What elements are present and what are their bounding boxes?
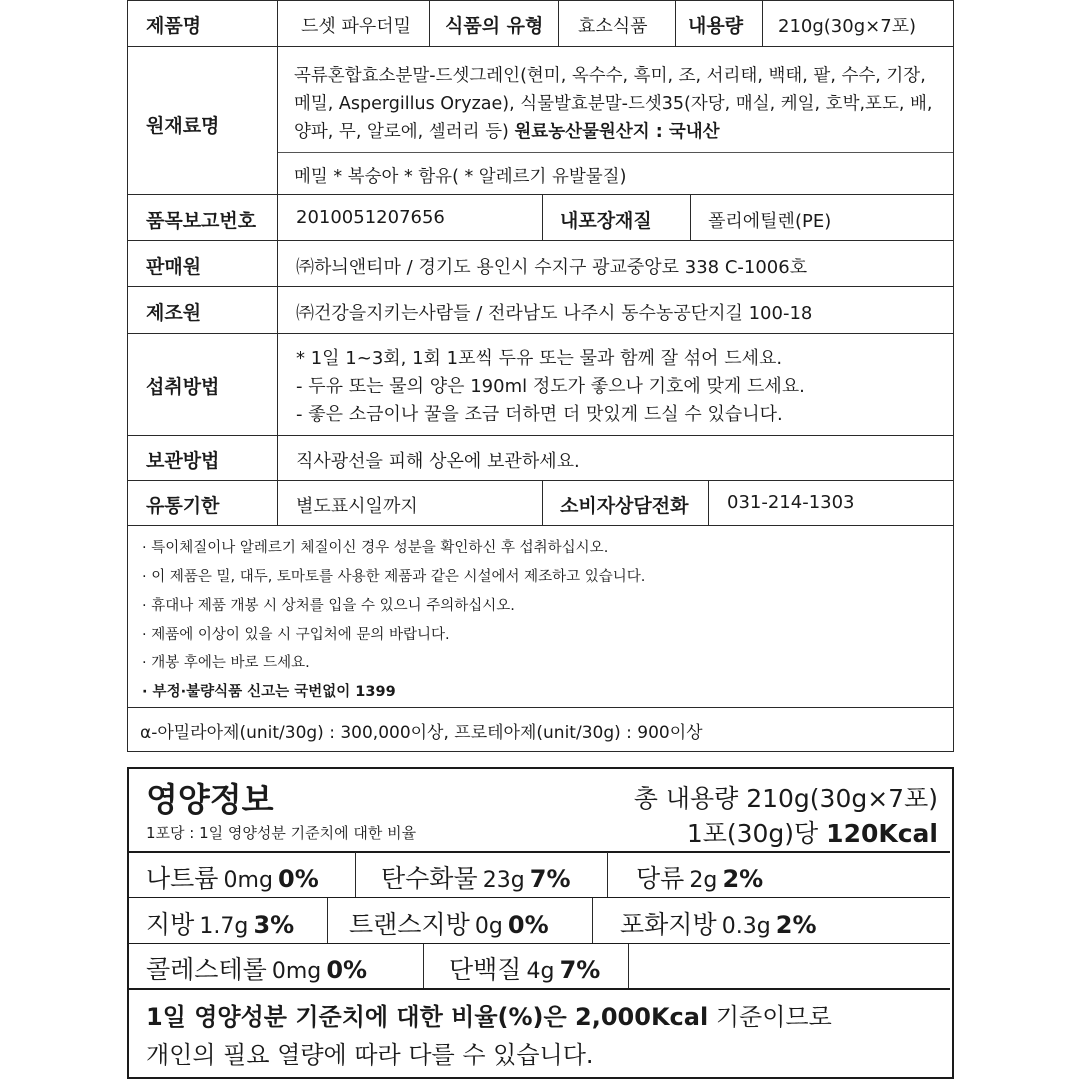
content-amount-value: 210g(30g×7포) xyxy=(778,16,917,37)
note-1: · 특이체질이나 알레르기 체질이신 경우 성분을 확인하신 후 섭취하십시오. xyxy=(142,540,609,556)
content-amount-label: 내용량 xyxy=(688,15,744,37)
product-name-value: 드셋 파우더밀 xyxy=(301,16,412,37)
food-type-label: 식품의 유형 xyxy=(445,15,544,37)
allergy-text: 메밀 * 복숭아 * 함유( * 알레르기 유발물질) xyxy=(294,167,627,187)
trans-fat-cell: 트랜스지방 0g 0% xyxy=(349,910,549,939)
sodium-cell: 나트륨 0mg 0% xyxy=(146,864,319,893)
manufacturer-label: 제조원 xyxy=(146,302,202,324)
nutrition-footer-line-1: 1일 영양성분 기준치에 대한 비율(%)은 2,000Kcal 기준이므로 xyxy=(146,1003,832,1031)
nutrition-title: 영양정보 xyxy=(146,780,274,819)
storage-label: 보관방법 xyxy=(146,450,220,472)
storage-value: 직사광선을 피해 상온에 보관하세요. xyxy=(296,451,580,472)
sugars-cell: 당류 2g 2% xyxy=(636,864,764,893)
expiry-label: 유통기한 xyxy=(146,495,220,517)
fat-cell: 지방 1.7g 3% xyxy=(146,910,295,939)
enzyme-text: α-아밀라아제(unit/30g) : 300,000이상, 프로테아제(unit/30g) : 900이상 xyxy=(140,723,703,743)
cholesterol-cell: 콜레스테롤 0mg 0% xyxy=(146,955,368,984)
sat-fat-cell: 포화지방 0.3g 2% xyxy=(620,910,817,939)
packaging-value: 폴리에틸렌(PE) xyxy=(708,211,832,232)
ingredients-line-1: 곡류혼합효소분말-드셋그레인(현미, 옥수수, 흑미, 조, 서리태, 백태, 팥, 수수, 기장, xyxy=(294,66,926,86)
seller-value: ㈜하늬앤티마 / 경기도 용인시 수지구 광교중앙로 338 C-1006호 xyxy=(296,257,808,278)
note-2: · 이 제품은 밀, 대두, 토마토를 사용한 제품과 같은 시설에서 제조하고 있습니다. xyxy=(142,569,646,585)
expiry-value: 별도표시일까지 xyxy=(296,496,418,517)
ingredients-line-2: 메밀, Aspergillus Oryzae), 식물발효분말-드셋35(자당, 매실, 케일, 호박,포도, 배, xyxy=(294,94,933,114)
nutrition-subtitle: 1포당 : 1일 영양성분 기준치에 대한 비율 xyxy=(146,824,417,842)
report-number-label: 품목보고번호 xyxy=(146,210,257,232)
consumer-phone-label: 소비자상담전화 xyxy=(560,495,689,517)
seller-label: 판매원 xyxy=(146,256,202,278)
intake-line-2: - 두유 또는 물의 양은 190ml 정도가 좋으나 기호에 맞게 드세요. xyxy=(296,376,805,397)
food-type-value: 효소식품 xyxy=(578,16,648,37)
carbs-cell: 탄수화물 23g 7% xyxy=(381,864,571,893)
report-number-value: 2010051207656 xyxy=(296,207,445,228)
note-4: · 제품에 이상이 있을 시 구입처에 문의 바랍니다. xyxy=(142,627,450,643)
protein-cell: 단백질 4g 7% xyxy=(449,955,601,984)
note-3: · 휴대나 제품 개봉 시 상처를 입을 수 있으니 주의하십시오. xyxy=(142,598,515,614)
note-6: · 부정·불량식품 신고는 국번없이 1399 xyxy=(142,684,396,700)
nutrition-total: 총 내용량 210g(30g×7포) xyxy=(633,784,938,813)
nutrition-per-serving: 1포(30g)당 120Kcal xyxy=(686,819,938,848)
ingredients-line-3: 양파, 무, 알로에, 셀러리 등) 원료농산물원산지 : 국내산 xyxy=(294,122,720,142)
packaging-label: 내포장재질 xyxy=(560,210,652,232)
intake-line-1: * 1일 1~3회, 1회 1포씩 두유 또는 물과 함께 잘 섞어 드세요. xyxy=(296,348,783,369)
consumer-phone-value: 031-214-1303 xyxy=(727,492,855,513)
note-5: · 개봉 후에는 바로 드세요. xyxy=(142,655,310,671)
origin-text: 원료농산물원산지 : 국내산 xyxy=(514,122,720,142)
ingredients-label: 원재료명 xyxy=(146,115,220,137)
product-name-label: 제품명 xyxy=(146,15,202,37)
manufacturer-value: ㈜건강을지키는사람들 / 전라남도 나주시 동수농공단지길 100-18 xyxy=(296,303,813,324)
nutrition-kcal: 120Kcal xyxy=(826,819,938,848)
nutrition-footer-line-2: 개인의 필요 열량에 따라 다를 수 있습니다. xyxy=(146,1041,594,1069)
intake-label: 섭취방법 xyxy=(146,376,220,398)
intake-line-3: - 좋은 소금이나 꿀을 조금 더하면 더 맛있게 드실 수 있습니다. xyxy=(296,404,783,425)
